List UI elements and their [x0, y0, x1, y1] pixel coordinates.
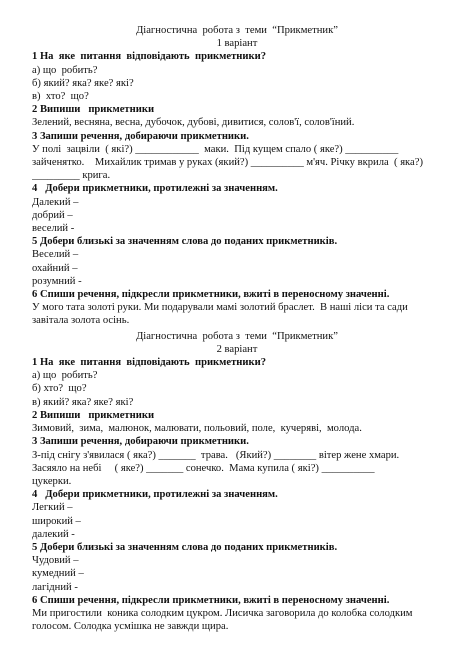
- task-text-line: зайченятко. Михайлик тримав у руках (який?) __________ м'яч. Річку вкрила ( яка?): [32, 157, 423, 169]
- variant-2-body: [32, 356, 442, 633]
- task-text-line: Зимовий, зима, малюнок, малювати, польовий, поле, кучеряві, молода.: [32, 423, 362, 435]
- task-text-line: веселий -: [32, 223, 75, 235]
- worksheet-header: Діагностична робота з теми “Прикметник”: [136, 25, 338, 36]
- task-text-line: б) хто? що?: [32, 383, 87, 395]
- variant-1-section: [32, 24, 442, 328]
- task-text-line: З-під снігу з'явилася ( яка?) _______ трава. (Який?) ________ вітер жене хмари.: [32, 449, 400, 461]
- task-text-line: широкий –: [32, 515, 81, 527]
- task-heading: 4 Добери прикметники, протилежні за значенням.: [32, 183, 278, 195]
- task-text-line: Зелений, весняна, весна, дубочок, дубові, дивитися, солов'ї, солов'їний.: [32, 117, 355, 129]
- task-text-line: далекий -: [32, 528, 75, 540]
- variant-1-body: [32, 50, 442, 327]
- task-heading: 1 На яке питання відповідають прикметники?: [32, 357, 266, 369]
- task-text-line: цукерки.: [32, 475, 72, 487]
- task-text-line: Засяяло на небі ( яке?) _______ сонечко. Мама купила ( які?) __________: [32, 462, 375, 474]
- task-heading: 5 Добери близькі за значенням слова до поданих прикметників.: [32, 541, 338, 553]
- task-text-line: а) що робить?: [32, 370, 98, 382]
- task-text-line: _________ крига.: [32, 170, 111, 182]
- task-heading: 3 Запиши речення, добираючи прикметники.: [32, 436, 249, 448]
- task-text-line: лагідний -: [32, 581, 78, 593]
- task-text-line: Легкий –: [32, 502, 73, 514]
- variant-label: 2 варіант: [216, 343, 258, 355]
- task-text-line: голосом. Солодка усмішка не завжди щира.: [32, 621, 229, 633]
- task-text-line: Веселий –: [32, 249, 79, 261]
- task-text-line: Далекий –: [32, 196, 79, 208]
- task-text-line: завітала золота осінь.: [32, 315, 130, 327]
- task-text-line: в) який? яка? яке? які?: [32, 396, 134, 408]
- variant-2-section: [32, 330, 442, 634]
- task-heading: 2 Випиши прикметники: [32, 104, 155, 116]
- variant-label: 1 варіант: [216, 38, 258, 50]
- task-text-line: а) що робить?: [32, 64, 98, 76]
- task-text-line: добрий –: [32, 209, 73, 221]
- task-heading: 1 На яке питання відповідають прикметники?: [32, 51, 266, 63]
- task-heading: 4 Добери прикметники, протилежні за значенням.: [32, 489, 278, 501]
- task-text-line: б) який? яка? яке? які?: [32, 77, 134, 89]
- task-text-line: Ми пригостили коника солодким цукром. Лисичка заговорила до колобка солодким: [32, 607, 413, 619]
- task-text-line: У полі зацвіли ( які?) ____________ маки. Під кущем спало ( яке?) __________: [32, 143, 399, 155]
- task-text-line: Чудовий –: [32, 555, 79, 567]
- task-text-line: в) хто? що?: [32, 91, 89, 103]
- task-text-line: охайний –: [32, 262, 78, 274]
- task-text-line: розумний -: [32, 275, 82, 287]
- task-text-line: У мого тата золоті руки. Ми подарували мамі золотий браслет. В наші ліси та сади: [32, 302, 408, 314]
- task-heading: 2 Випиши прикметники: [32, 409, 155, 421]
- worksheet-header: Діагностична робота з теми “Прикметник”: [136, 330, 338, 342]
- task-heading: 3 Запиши речення, добираючи прикметники.: [32, 130, 249, 142]
- task-heading: 6 Спиши речення, підкресли прикметники, вжиті в переносному значенні.: [32, 289, 390, 301]
- task-heading: 5 Добери близькі за значенням слова до поданих прикметників.: [32, 236, 338, 248]
- task-heading: 6 Спиши речення, підкресли прикметники, вжиті в переносному значенні.: [32, 594, 390, 606]
- task-text-line: кумедний –: [32, 568, 84, 580]
